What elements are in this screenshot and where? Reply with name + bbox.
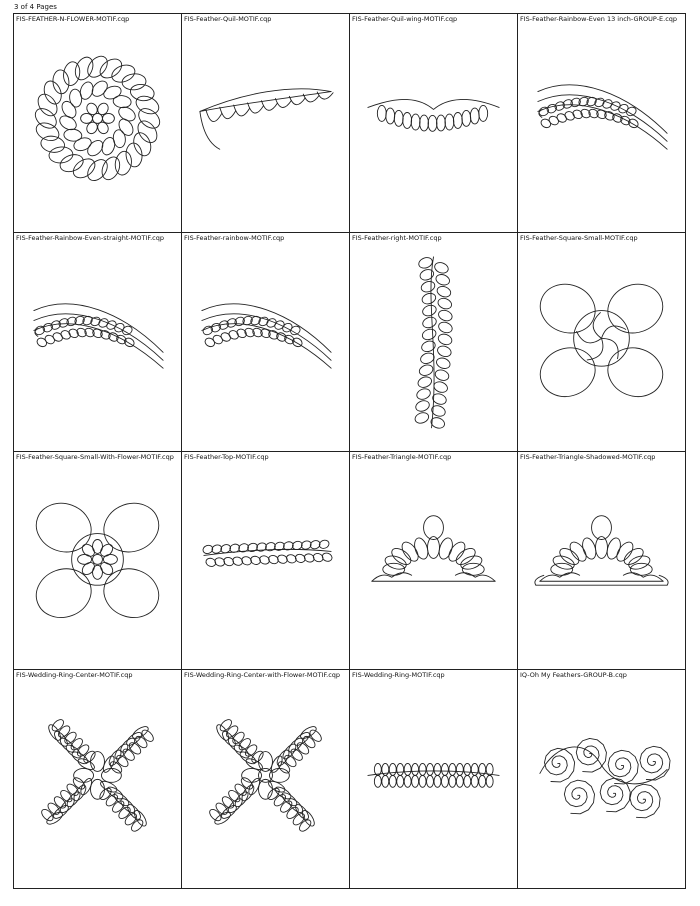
- pattern-filename: FIS-Feather-Quil-MOTIF.cqp: [184, 15, 272, 23]
- pattern-filename: FIS-Feather-rainbow-MOTIF.cqp: [184, 233, 285, 242]
- feather-top-drawing: [182, 452, 349, 670]
- pattern-filename: FIS-Wedding-Ring-Center-with-Flower-MOTIF.cqp: [184, 671, 341, 680]
- pattern-filename: FIS-Feather-Triangle-Shadowed-MOTIF.cqp: [520, 452, 656, 461]
- pattern-grid: [13, 13, 686, 889]
- pattern-cell[interactable]: [518, 670, 686, 889]
- wedding-ring-center-flower-drawing: [182, 670, 349, 888]
- pattern-filename: FIS-Feather-right-MOTIF.cqp: [352, 233, 442, 242]
- pattern-cell[interactable]: [14, 670, 182, 889]
- pattern-cell[interactable]: [14, 14, 182, 233]
- pattern-cell[interactable]: [518, 14, 686, 233]
- pattern-filename: FIS-Feather-Rainbow-Even-straight-MOTIF.cqp: [16, 233, 164, 242]
- page-count-label: 3 of 4 Pages: [14, 3, 57, 11]
- wedding-ring-drawing: [350, 670, 517, 888]
- feather-triangle-shadowed-drawing: [518, 452, 685, 670]
- pattern-cell[interactable]: [518, 452, 686, 671]
- pattern-cell[interactable]: [14, 233, 182, 452]
- pattern-filename: FIS-Feather-Rainbow-Even 13 inch-GROUP-E.cqp: [520, 15, 678, 23]
- feather-quill-wing-drawing: [350, 14, 517, 232]
- oh-my-feathers-drawing: [518, 670, 685, 888]
- pattern-filename: FIS-Feather-Square-Small-MOTIF.cqp: [520, 233, 638, 242]
- feather-square-small-drawing: [518, 233, 685, 451]
- feather-rainbow-straight-drawing: [14, 233, 181, 451]
- pattern-filename: FIS-Wedding-Ring-Center-MOTIF.cqp: [16, 671, 133, 680]
- pattern-cell[interactable]: [182, 670, 350, 889]
- pattern-filename: FIS-Feather-Square-Small-With-Flower-MOTIF.cqp: [16, 452, 174, 461]
- pattern-cell[interactable]: [14, 452, 182, 671]
- pattern-filename: FIS-Feather-Quil-wing-MOTIF.cqp: [352, 15, 458, 23]
- pattern-cell[interactable]: [182, 233, 350, 452]
- feather-right-drawing: [350, 233, 517, 451]
- pattern-filename: FIS-FEATHER-N-FLOWER-MOTIF.cqp: [16, 15, 130, 23]
- pattern-cell[interactable]: [350, 233, 518, 452]
- pattern-cell[interactable]: [350, 14, 518, 233]
- feather-square-flower-drawing: [14, 452, 181, 670]
- feather-quill-drawing: [182, 14, 349, 232]
- pattern-filename: FIS-Feather-Top-MOTIF.cqp: [184, 452, 269, 461]
- feather-flower-wreath-drawing: [14, 14, 181, 232]
- pattern-cell[interactable]: [350, 452, 518, 671]
- pattern-filename: FIS-Feather-Triangle-MOTIF.cqp: [352, 452, 452, 461]
- pattern-cell[interactable]: [518, 233, 686, 452]
- pattern-filename: FIS-Wedding-Ring-MOTIF.cqp: [352, 671, 445, 680]
- feather-triangle-drawing: [350, 452, 517, 670]
- pattern-filename: IQ-Oh My Feathers-GROUP-B.cqp: [520, 671, 627, 680]
- wedding-ring-center-drawing: [14, 670, 181, 888]
- pattern-cell[interactable]: [182, 452, 350, 671]
- pattern-cell[interactable]: [182, 14, 350, 233]
- pattern-cell[interactable]: [350, 670, 518, 889]
- feather-rainbow-group-drawing: [518, 14, 685, 232]
- feather-rainbow-drawing: [182, 233, 349, 451]
